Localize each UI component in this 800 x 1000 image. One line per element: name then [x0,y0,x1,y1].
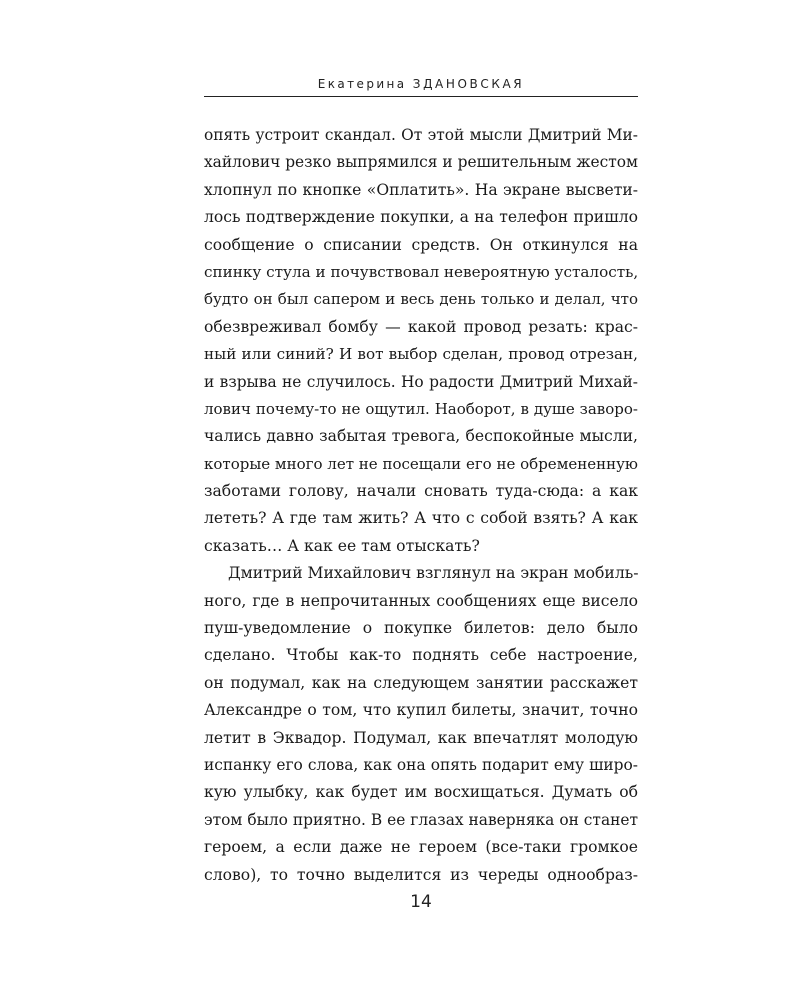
page-number: 14 [410,892,432,912]
text-line: которые много лет не посещали его не обремененную [204,454,638,473]
text-line: сказать… А как ее там отыскать? [204,536,480,555]
text-line: лось подтверждение покупки, а на телефон пришло [204,208,638,227]
paragraph-1 [204,122,638,560]
paragraph-2 [204,560,638,889]
running-head [204,77,638,91]
text-line: героем, а если даже не героем (все-таки громкое [204,838,638,857]
author-first-name: Екатерина [317,77,407,91]
text-line: хлопнул по кнопке «Оплатить». На экране высвети- [204,180,638,199]
text-line: лететь? А где там жить? А что с собой взять? А как [204,509,638,528]
author-last-name: ЗДАНОВСКАЯ [412,77,525,91]
header-rule [204,96,638,97]
text-line: этом было приятно. В ее глазах наверняка он станет [204,810,638,829]
text-line: лович почему-то не ощутил. Наоборот, в душе заворо- [204,399,638,418]
text-line: хайлович резко выпрямился и решительным жестом [204,153,638,172]
text-line: заботами голову, начали сновать туда-сюда: а как [204,482,638,501]
body-text [204,122,638,889]
text-line: опять устроит скандал. От этой мысли Дмитрий Ми- [204,126,638,144]
text-line: ного, где в непрочитанных сообщениях еще висело [204,591,638,610]
text-line: обезвреживал бомбу — какой провод резать: крас- [204,317,638,336]
text-line: слово), то точно выделится из череды однообраз- [204,865,638,884]
text-line: испанку его слова, как она опять подарит ему широ- [204,755,638,774]
text-line: пуш-уведомление о покупке билетов: дело было [204,619,638,638]
text-line: и взрыва не случилось. Но радости Дмитрий Михай- [204,372,638,391]
text-line: спинку стула и почувствовал невероятную усталость, [204,262,639,281]
text-line: кую улыбку, как будет им восхищаться. Думать об [204,783,638,802]
text-line: сделано. Чтобы как-то поднять себе настроение, [204,646,638,665]
text-line: сообщение о списании средств. Он откинулся на [204,235,638,254]
text-line: он подумал, как на следующем занятии расскажет [204,673,638,692]
text-line: ный или синий? И вот выбор сделан, провод отрезан, [204,345,638,364]
text-line: летит в Эквадор. Подумал, как впечатлят молодую [204,728,638,747]
text-line: будто он был сапером и весь день только и делал, что [204,290,638,309]
text-line: Александре о том, что купил билеты, значит, точно [204,701,638,720]
text-line: Дмитрий Михайлович взглянул на экран мобиль- [228,564,639,583]
text-line: чались давно забытая тревога, беспокойные мысли, [204,427,638,446]
